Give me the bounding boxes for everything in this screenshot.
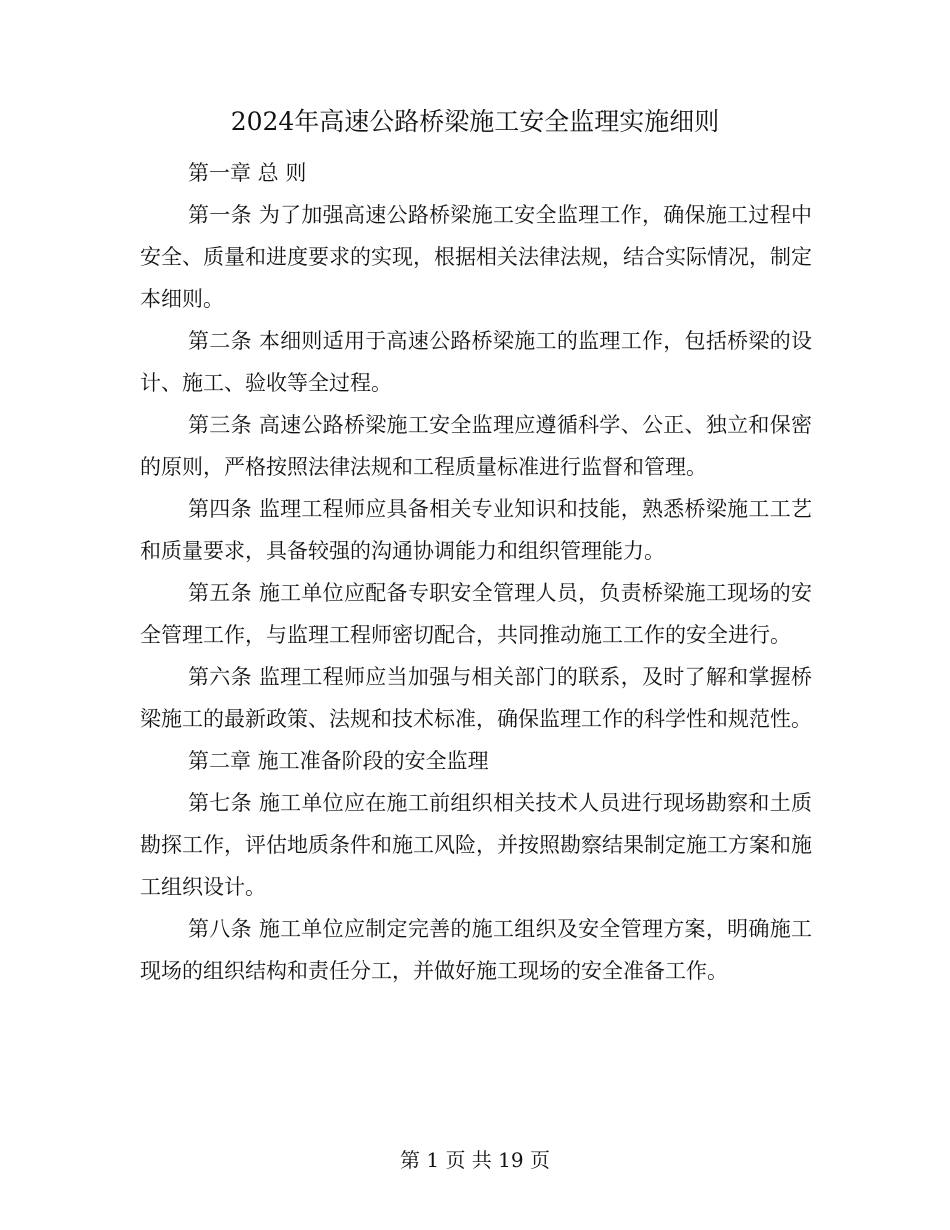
document-body	[140, 152, 812, 992]
article-paragraph: 第八条 施工单位应制定完善的施工组织及安全管理方案，明确施工现场的组织结构和责任分工，并做好施工现场的安全准备工作。	[140, 917, 812, 983]
chapter-heading: 第一章 总 则	[188, 161, 307, 185]
article-paragraph: 第一条 为了加强高速公路桥梁施工安全监理工作，确保施工过程中安全、质量和进度要求的实现，根据相关法律法规，结合实际情况，制定本细则。	[140, 203, 812, 311]
document-title: 2024年高速公路桥梁施工安全监理实施细则	[230, 107, 720, 136]
article-paragraph: 第六条 监理工程师应当加强与相关部门的联系，及时了解和掌握桥梁施工的最新政策、法规和技术标准，确保监理工作的科学性和规范性。	[140, 665, 812, 731]
article-paragraph: 第二条 本细则适用于高速公路桥梁施工的监理工作，包括桥梁的设计、施工、验收等全过程。	[140, 329, 812, 395]
page-number-footer: 第 1 页 共 19 页	[400, 1148, 550, 1172]
chapter-heading: 第二章 施工准备阶段的安全监理	[188, 749, 489, 773]
article-paragraph: 第五条 施工单位应配备专职安全管理人员，负责桥梁施工现场的安全管理工作，与监理工程师密切配合，共同推动施工工作的安全进行。	[140, 581, 812, 647]
article-paragraph: 第七条 施工单位应在施工前组织相关技术人员进行现场勘察和土质勘探工作，评估地质条件和施工风险，并按照勘察结果制定施工方案和施工组织设计。	[140, 791, 812, 899]
article-paragraph: 第三条 高速公路桥梁施工安全监理应遵循科学、公正、独立和保密的原则，严格按照法律法规和工程质量标准进行监督和管理。	[140, 413, 812, 479]
article-paragraph: 第四条 监理工程师应具备相关专业知识和技能，熟悉桥梁施工工艺和质量要求，具备较强的沟通协调能力和组织管理能力。	[140, 497, 812, 563]
